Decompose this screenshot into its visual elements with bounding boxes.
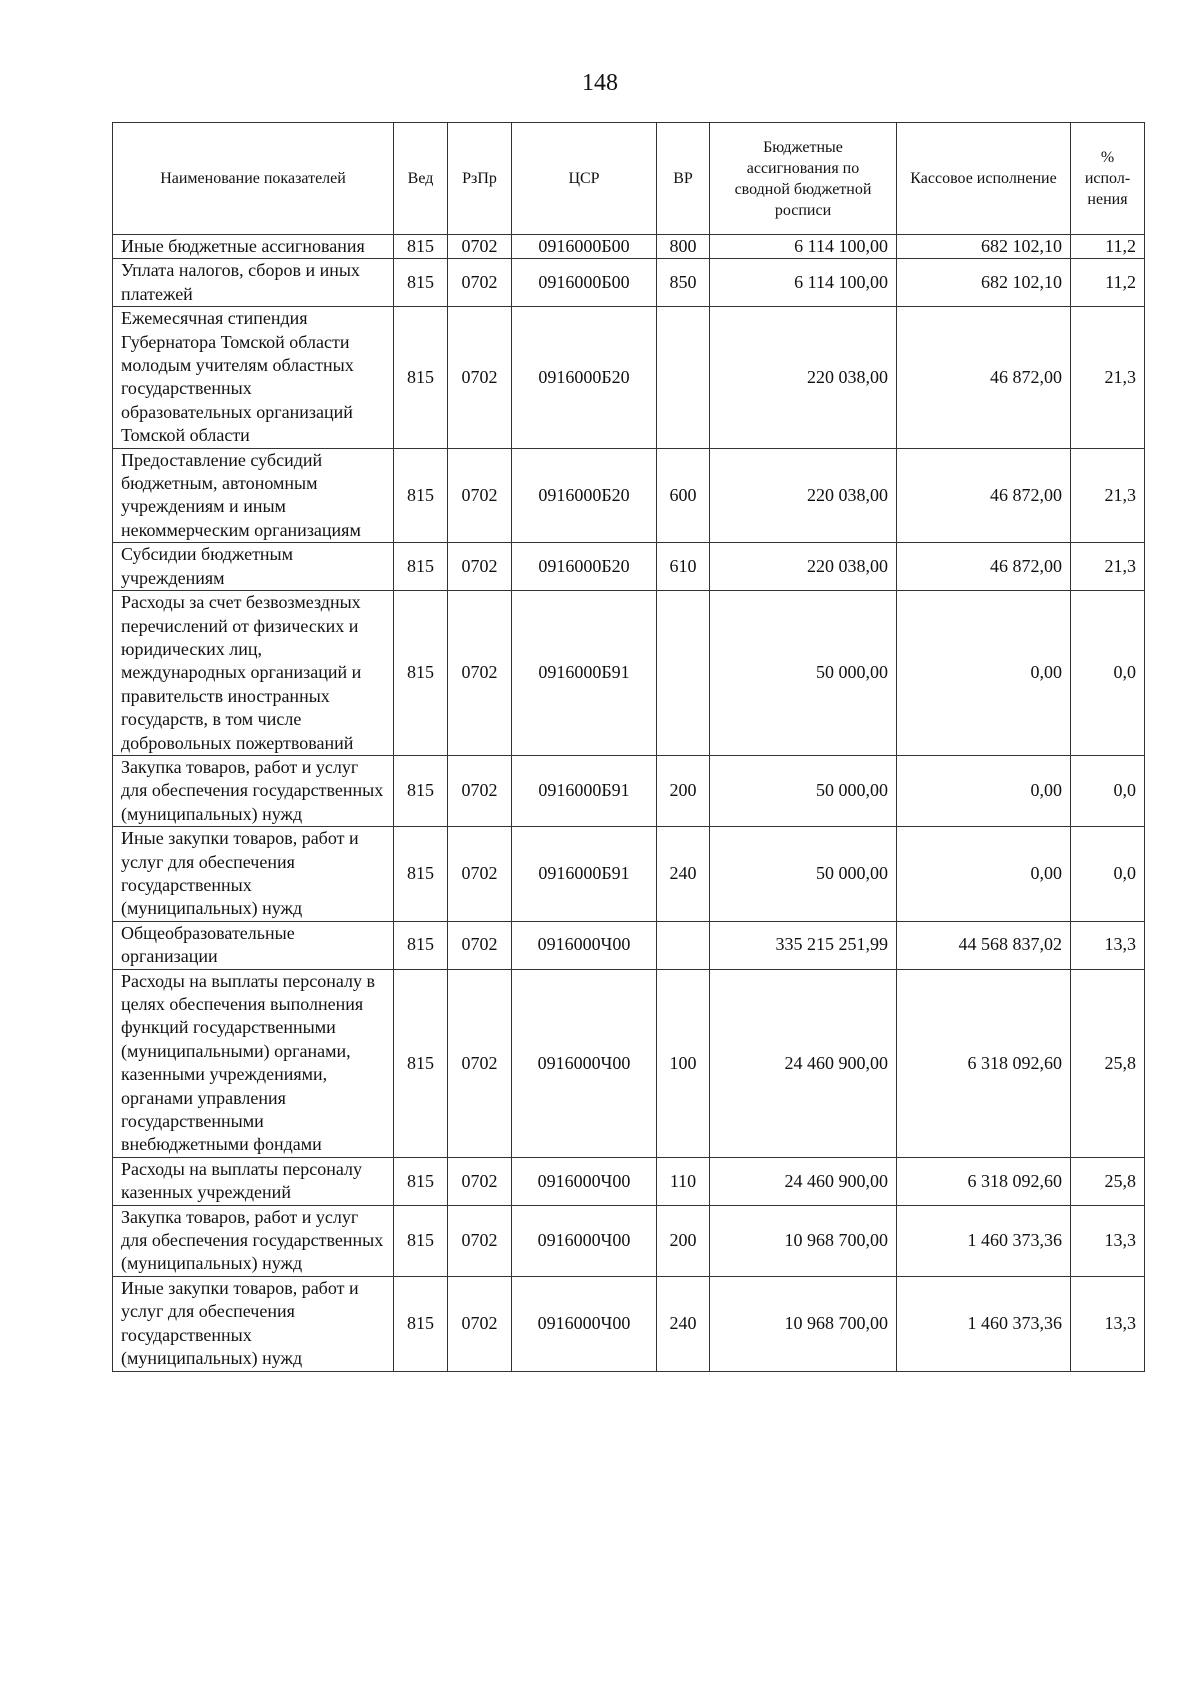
cell-cash: 46 872,00 [897, 307, 1071, 448]
table-row [113, 921, 1145, 969]
cell-vr [657, 591, 710, 756]
cell-rzpr: 0702 [448, 1157, 512, 1205]
table-body [113, 235, 1145, 1372]
cell-vr: 200 [657, 1205, 710, 1276]
cell-name: Уплата налогов, сборов и иных платежей [113, 259, 394, 307]
header-vr: ВР [657, 123, 710, 235]
cell-ved: 815 [394, 921, 448, 969]
budget-execution-table [112, 122, 1145, 1372]
cell-budget: 10 968 700,00 [710, 1205, 897, 1276]
cell-csr: 0916000Ч00 [512, 969, 657, 1157]
page-number: 148 [582, 70, 618, 96]
table-row [113, 543, 1145, 591]
cell-cash: 44 568 837,02 [897, 921, 1071, 969]
cell-rzpr: 0702 [448, 591, 512, 756]
cell-name: Закупка товаров, работ и услуг для обеспечения государственных (муниципальных) нужд [113, 755, 394, 826]
cell-ved: 815 [394, 448, 448, 543]
cell-rzpr: 0702 [448, 969, 512, 1157]
cell-budget: 6 114 100,00 [710, 235, 897, 259]
cell-vr: 100 [657, 969, 710, 1157]
table-row [113, 591, 1145, 756]
table-row [113, 827, 1145, 922]
cell-percent: 21,3 [1071, 307, 1145, 448]
cell-name: Расходы за счет безвозмездных перечислений от физических и юридических лиц, международных организаций и правительств иностранных государств, в том числе добровольных пожертвований [113, 591, 394, 756]
cell-csr: 0916000Ч00 [512, 1157, 657, 1205]
cell-csr: 0916000Б20 [512, 543, 657, 591]
table-row [113, 448, 1145, 543]
cell-budget: 6 114 100,00 [710, 259, 897, 307]
cell-name: Расходы на выплаты персоналу в целях обеспечения выполнения функций государственными (муниципальными) органами, казенными учреждениями, органами управления государственными внебюджетными фондами [113, 969, 394, 1157]
table-row [113, 307, 1145, 448]
cell-cash: 46 872,00 [897, 448, 1071, 543]
cell-csr: 0916000Б91 [512, 827, 657, 922]
cell-csr: 0916000Ч00 [512, 1276, 657, 1371]
cell-csr: 0916000Б20 [512, 307, 657, 448]
cell-budget: 50 000,00 [710, 591, 897, 756]
cell-percent: 13,3 [1071, 921, 1145, 969]
cell-budget: 335 215 251,99 [710, 921, 897, 969]
cell-rzpr: 0702 [448, 827, 512, 922]
cell-ved: 815 [394, 235, 448, 259]
header-csr: ЦСР [512, 123, 657, 235]
cell-ved: 815 [394, 1205, 448, 1276]
cell-ved: 815 [394, 1276, 448, 1371]
cell-cash: 0,00 [897, 755, 1071, 826]
cell-ved: 815 [394, 969, 448, 1157]
cell-vr: 800 [657, 235, 710, 259]
cell-name: Иные закупки товаров, работ и услуг для обеспечения государственных (муниципальных) нужд [113, 1276, 394, 1371]
table-row [113, 755, 1145, 826]
cell-percent: 0,0 [1071, 591, 1145, 756]
table-header-row [113, 123, 1145, 235]
cell-ved: 815 [394, 1157, 448, 1205]
cell-cash: 0,00 [897, 827, 1071, 922]
cell-cash: 6 318 092,60 [897, 969, 1071, 1157]
cell-csr: 0916000Б00 [512, 235, 657, 259]
cell-ved: 815 [394, 543, 448, 591]
cell-csr: 0916000Б00 [512, 259, 657, 307]
cell-percent: 21,3 [1071, 448, 1145, 543]
cell-rzpr: 0702 [448, 755, 512, 826]
cell-vr: 850 [657, 259, 710, 307]
table-row [113, 1157, 1145, 1205]
cell-cash: 682 102,10 [897, 259, 1071, 307]
cell-percent: 13,3 [1071, 1276, 1145, 1371]
cell-budget: 220 038,00 [710, 307, 897, 448]
cell-vr: 240 [657, 1276, 710, 1371]
cell-name: Закупка товаров, работ и услуг для обеспечения государственных (муниципальных) нужд [113, 1205, 394, 1276]
cell-vr [657, 307, 710, 448]
cell-rzpr: 0702 [448, 235, 512, 259]
cell-rzpr: 0702 [448, 448, 512, 543]
cell-budget: 50 000,00 [710, 755, 897, 826]
cell-cash: 6 318 092,60 [897, 1157, 1071, 1205]
cell-budget: 24 460 900,00 [710, 969, 897, 1157]
cell-csr: 0916000Ч00 [512, 921, 657, 969]
cell-budget: 24 460 900,00 [710, 1157, 897, 1205]
cell-ved: 815 [394, 307, 448, 448]
table-row [113, 969, 1145, 1157]
cell-vr [657, 921, 710, 969]
cell-csr: 0916000Б91 [512, 755, 657, 826]
cell-budget: 220 038,00 [710, 448, 897, 543]
cell-name: Общеобразовательные организации [113, 921, 394, 969]
cell-vr: 240 [657, 827, 710, 922]
header-rzpr: РзПр [448, 123, 512, 235]
cell-name: Иные закупки товаров, работ и услуг для обеспечения государственных (муниципальных) нужд [113, 827, 394, 922]
cell-percent: 0,0 [1071, 827, 1145, 922]
cell-percent: 0,0 [1071, 755, 1145, 826]
cell-percent: 21,3 [1071, 543, 1145, 591]
cell-percent: 11,2 [1071, 259, 1145, 307]
header-name: Наименование показателей [113, 123, 394, 235]
header-ved: Вед [394, 123, 448, 235]
cell-name: Предоставление субсидий бюджетным, автономным учреждениям и иным некоммерческим организациям [113, 448, 394, 543]
header-budget: Бюджетные ассигнования по сводной бюджетной росписи [710, 123, 897, 235]
cell-name: Расходы на выплаты персоналу казенных учреждений [113, 1157, 394, 1205]
header-cash: Кассовое исполнение [897, 123, 1071, 235]
cell-ved: 815 [394, 827, 448, 922]
cell-vr: 200 [657, 755, 710, 826]
table-row [113, 235, 1145, 259]
cell-rzpr: 0702 [448, 259, 512, 307]
cell-budget: 220 038,00 [710, 543, 897, 591]
cell-name: Иные бюджетные ассигнования [113, 235, 394, 259]
cell-cash: 1 460 373,36 [897, 1276, 1071, 1371]
cell-rzpr: 0702 [448, 543, 512, 591]
table-row [113, 259, 1145, 307]
cell-vr: 600 [657, 448, 710, 543]
cell-rzpr: 0702 [448, 1276, 512, 1371]
cell-rzpr: 0702 [448, 921, 512, 969]
cell-ved: 815 [394, 755, 448, 826]
cell-cash: 1 460 373,36 [897, 1205, 1071, 1276]
cell-cash: 0,00 [897, 591, 1071, 756]
cell-percent: 11,2 [1071, 235, 1145, 259]
cell-name: Ежемесячная стипендия Губернатора Томской области молодым учителям областных государственных образовательных организаций Томской области [113, 307, 394, 448]
cell-percent: 25,8 [1071, 969, 1145, 1157]
cell-vr: 610 [657, 543, 710, 591]
cell-rzpr: 0702 [448, 1205, 512, 1276]
cell-budget: 50 000,00 [710, 827, 897, 922]
cell-ved: 815 [394, 259, 448, 307]
cell-percent: 25,8 [1071, 1157, 1145, 1205]
header-percent: % испол-нения [1071, 123, 1145, 235]
table-row [113, 1205, 1145, 1276]
cell-rzpr: 0702 [448, 307, 512, 448]
cell-csr: 0916000Б91 [512, 591, 657, 756]
table-row [113, 1276, 1145, 1371]
cell-percent: 13,3 [1071, 1205, 1145, 1276]
cell-ved: 815 [394, 591, 448, 756]
cell-cash: 46 872,00 [897, 543, 1071, 591]
cell-csr: 0916000Б20 [512, 448, 657, 543]
cell-name: Субсидии бюджетным учреждениям [113, 543, 394, 591]
cell-budget: 10 968 700,00 [710, 1276, 897, 1371]
cell-cash: 682 102,10 [897, 235, 1071, 259]
cell-vr: 110 [657, 1157, 710, 1205]
cell-csr: 0916000Ч00 [512, 1205, 657, 1276]
